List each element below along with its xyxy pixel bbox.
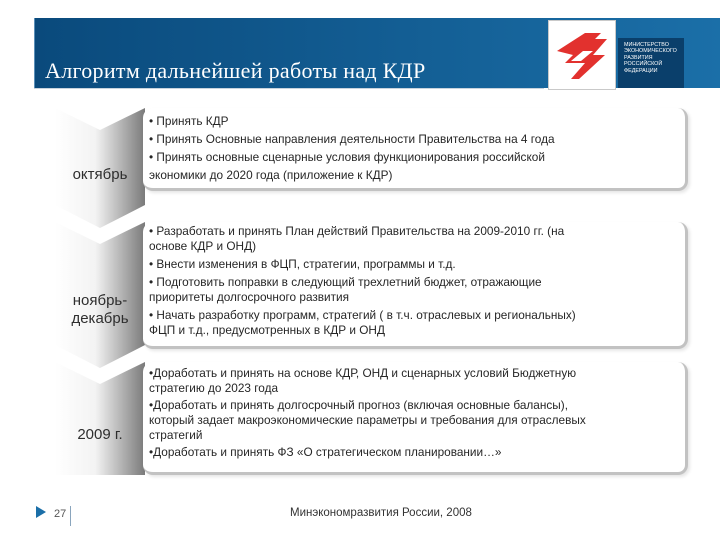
stage-label-line: октябрь bbox=[72, 166, 128, 183]
page-number: 27 bbox=[54, 508, 67, 520]
stage-label-nov-dec bbox=[40, 292, 160, 328]
bullet-line: • Принять КДР bbox=[149, 114, 229, 128]
stage-box-2009 bbox=[143, 362, 688, 475]
logo-text-line: ФЕДЕРАЦИИ bbox=[624, 67, 658, 74]
bullet-line: который задает макроэкономические параметры и требования для отраслевых bbox=[149, 413, 586, 427]
bullet-line: • Подготовить поправки в следующий трехлетний бюджет, отражающие bbox=[149, 275, 542, 289]
footer-chevron-icon bbox=[34, 505, 48, 519]
logo-text-line: РОССИЙСКОЙ bbox=[624, 61, 663, 68]
logo-text-line: ЭКОНОМИЧЕСКОГО bbox=[624, 48, 677, 55]
bullet-line: экономики до 2020 года (приложение к КДР) bbox=[149, 168, 393, 182]
stage-box-nov-dec bbox=[143, 222, 688, 349]
stage-box-october bbox=[143, 108, 688, 191]
bullet-line: приоритеты долгосрочного развития bbox=[149, 290, 350, 304]
stage-label-line: 2009 г. bbox=[77, 426, 123, 443]
bullet-line: •Доработать и принять долгосрочный прогноз (включая основные балансы), bbox=[149, 398, 568, 412]
stage-label-october bbox=[40, 166, 160, 184]
bullet-line: основе КДР и ОНД) bbox=[149, 239, 256, 253]
bullet-line: • Внести изменения в ФЦП, стратегии, программы и т.д. bbox=[149, 257, 456, 271]
bullet-line: • Начать разработку программ, стратегий ( в т.ч. отраслевых и региональных) bbox=[149, 308, 576, 322]
logo-text-line: МИНИСТЕРСТВО bbox=[624, 42, 669, 48]
bullet-line: стратегий bbox=[149, 428, 203, 442]
bullet-line: • Принять основные сценарные условия функционирования российской bbox=[149, 150, 545, 164]
logo-text-line: РАЗВИТИЯ bbox=[624, 54, 653, 61]
stage-label-line: декабрь bbox=[71, 310, 129, 327]
bullet-line: стратегию до 2023 года bbox=[149, 381, 279, 395]
bullet-line: •Доработать и принять ФЗ «О стратегическом планировании…» bbox=[149, 445, 502, 459]
footer-text: Минэкономразвития России, 2008 bbox=[290, 507, 472, 519]
bullet-line: • Принять Основные направления деятельности Правительства на 4 года bbox=[149, 132, 555, 146]
chevron-2009 bbox=[55, 362, 145, 475]
bullet-line: ФЦП и т.д., предусмотренных в КДР и ОНД bbox=[149, 323, 385, 337]
slide-title: Алгоритм дальнейшей работы над КДР bbox=[45, 58, 426, 83]
bullet-line: • Разработать и принять План действий Правительства на 2009-2010 гг. (на bbox=[149, 224, 565, 238]
footer-divider bbox=[70, 506, 71, 526]
stage-label-2009 bbox=[40, 426, 160, 444]
stage-label-line: ноябрь- bbox=[72, 292, 128, 309]
bullet-line: •Доработать и принять на основе КДР, ОНД и сценарных условий Бюджетную bbox=[149, 366, 577, 380]
